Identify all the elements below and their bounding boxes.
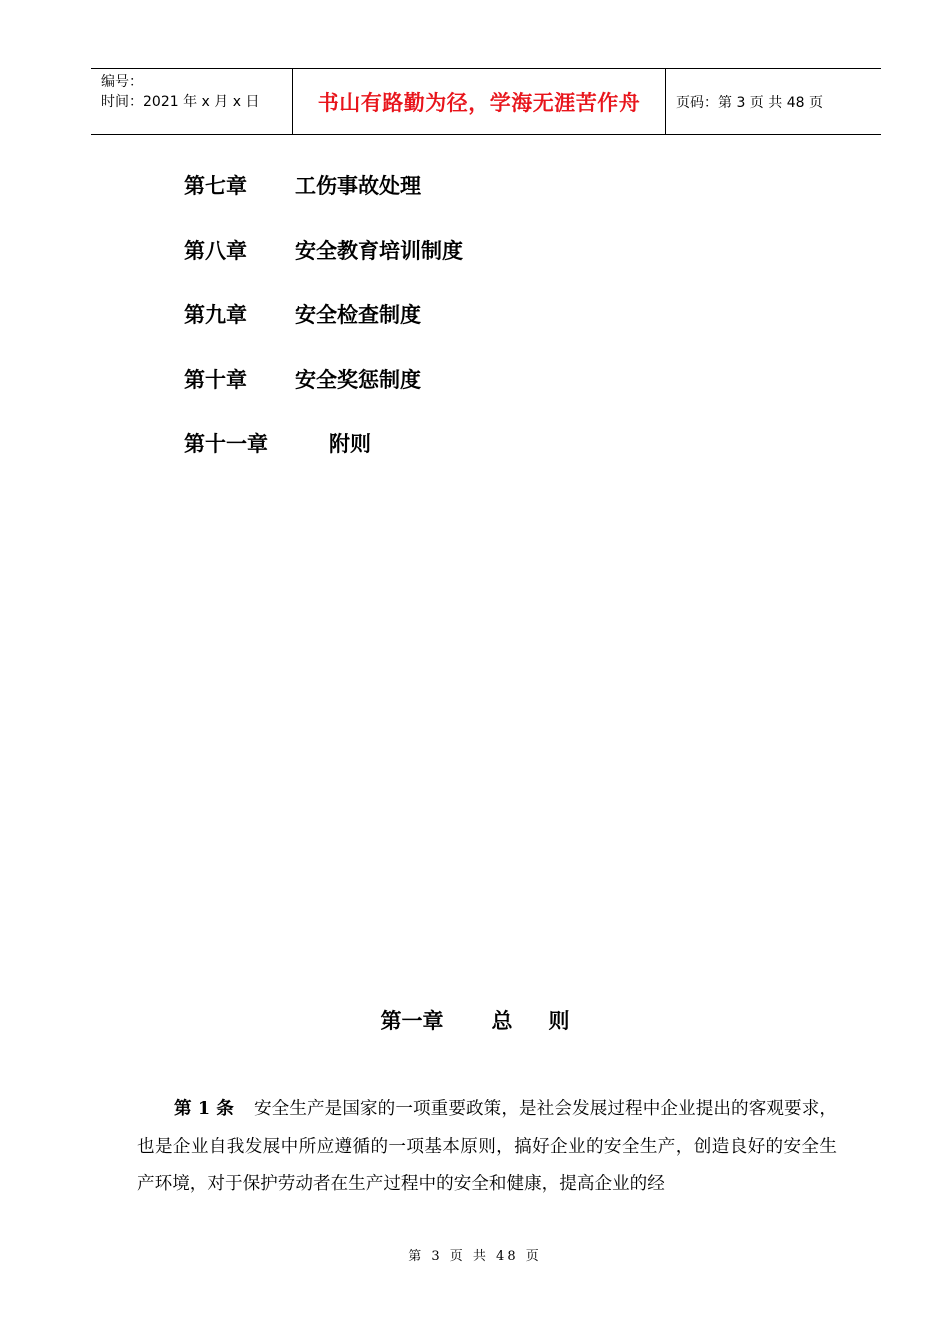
article-text: 安全生产是国家的一项重要政策，是社会发展过程中企业提出的客观要求，也是企业自我发展中所应遵循的一项基本原则，搞好企业的安全生产，创造良好的安全生产环境，对于保护劳动者在生产过程中的安全和健康，提高企业的经 (137, 1099, 837, 1194)
table-of-contents (184, 166, 463, 489)
page-footer: 第 3 页 共 48 页 (408, 1249, 542, 1264)
document-date-label: 时间：2021 年 x 月 x 日 (101, 94, 260, 110)
chapter-number: 第一章 (380, 1009, 444, 1033)
toc-chapter-title: 工伤事故处理 (295, 174, 421, 198)
header-motto: 书山有路勤为径，学海无涯苦作舟 (293, 69, 666, 134)
document-number-label: 编号： (101, 74, 143, 90)
toc-chapter-number: 第十一章 (184, 432, 268, 456)
article-paragraph (137, 1090, 837, 1204)
toc-item (184, 295, 463, 360)
toc-chapter-title: 附则 (329, 432, 371, 456)
toc-chapter-number: 第十章 (184, 367, 247, 392)
chapter-heading (0, 1003, 950, 1039)
toc-item (184, 424, 463, 489)
chapter-title-part-1: 总 (491, 1009, 513, 1033)
toc-chapter-title: 安全教育培训制度 (295, 238, 463, 263)
toc-chapter-title: 安全奖惩制度 (295, 367, 421, 392)
toc-chapter-title: 安全检查制度 (295, 303, 421, 327)
toc-item (184, 360, 463, 425)
toc-chapter-number: 第九章 (184, 303, 247, 327)
toc-chapter-number: 第七章 (184, 174, 247, 198)
chapter-title-part-2: 则 (548, 1009, 570, 1033)
article-label: 第 1 条 (174, 1098, 234, 1119)
toc-item (184, 166, 463, 231)
toc-item (184, 231, 463, 296)
header-meta-cell (91, 69, 293, 134)
toc-chapter-number: 第八章 (184, 238, 247, 263)
page-header (91, 68, 881, 135)
header-page-label: 页码：第 3 页 共 48 页 (676, 94, 823, 111)
